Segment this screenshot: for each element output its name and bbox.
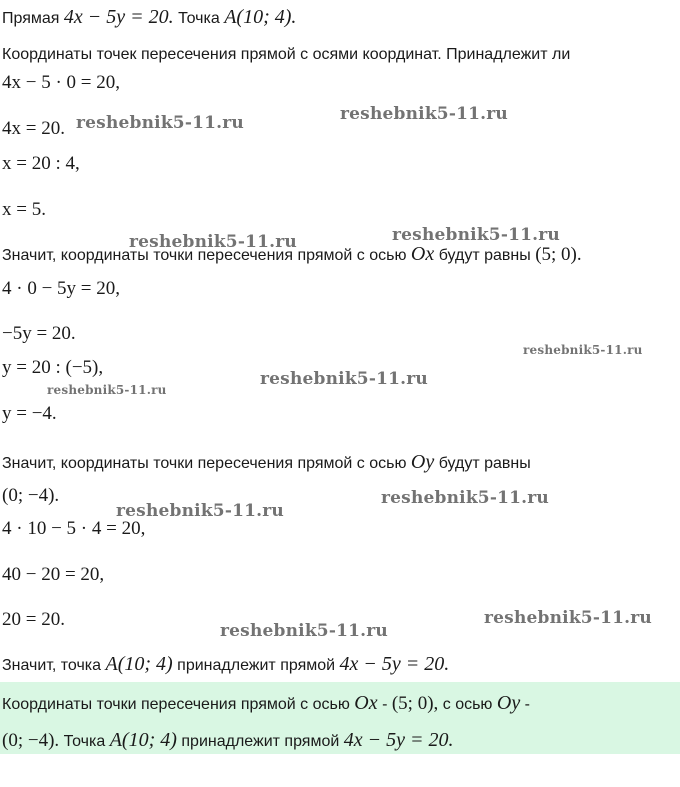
answer-line-2: [2, 728, 454, 753]
watermark: reshebnik5-11.ru: [381, 488, 549, 508]
watermark: reshebnik5-11.ru: [260, 369, 428, 389]
check-step-3: 20 = 20.: [2, 609, 65, 630]
answer-oy-coords: (0; −4).: [2, 730, 60, 751]
step-y-2: −5y = 20.: [2, 323, 76, 344]
ox-axis: Ox: [410, 243, 435, 265]
answer-sep-2: -: [524, 696, 530, 713]
watermark: reshebnik5-11.ru: [76, 113, 244, 133]
intro-line: [2, 5, 296, 29]
intro-label: Прямая: [2, 10, 60, 27]
step-x-2: 4x = 20.: [2, 118, 65, 139]
step-x-4: x = 5.: [2, 199, 46, 220]
check-step-1: 4 · 10 − 5 · 4 = 20,: [2, 518, 146, 539]
watermark: reshebnik5-11.ru: [116, 501, 284, 521]
oy-axis: Oy: [410, 451, 435, 473]
ox-coords: (5; 0).: [535, 244, 582, 265]
ox-conclusion-text: Значит, координаты точки пересечения прямой с осью: [2, 247, 407, 264]
oy-conclusion-text: Значит, координаты точки пересечения прямой с осью: [2, 455, 407, 472]
step-y-1: 4 · 0 − 5y = 20,: [2, 278, 121, 299]
step-x-3: x = 20 : 4,: [2, 153, 80, 174]
step-y-4: y = −4.: [2, 403, 57, 424]
answer-text-3: Точка: [63, 733, 106, 750]
check-equation: 4x − 5y = 20.: [339, 653, 450, 675]
question-text: Координаты точек пересечения прямой с осями координат. Принадлежит ли: [2, 46, 571, 63]
watermark: reshebnik5-11.ru: [129, 232, 297, 252]
step-x-1: 4x − 5 · 0 = 20,: [2, 72, 121, 93]
check-conclusion-text: Значит, точка: [2, 657, 102, 674]
answer-ox: Ox: [354, 692, 378, 714]
answer-point: A(10; 4): [109, 729, 177, 751]
oy-coords: (0; −4).: [2, 485, 60, 506]
watermark: reshebnik5-11.ru: [484, 608, 652, 628]
point-label: Точка: [178, 10, 220, 27]
answer-line-1: [2, 691, 530, 716]
answer-text-4: принадлежит прямой: [181, 733, 340, 750]
oy-conclusion-text-2: будут равны: [438, 455, 531, 472]
check-conclusion: [2, 652, 449, 676]
answer-sep: -: [382, 696, 388, 713]
watermark: reshebnik5-11.ru: [523, 343, 643, 357]
step-y-3: y = 20 : (−5),: [2, 357, 104, 378]
watermark: reshebnik5-11.ru: [340, 104, 508, 124]
answer-equation: 4x − 5y = 20.: [343, 729, 454, 751]
answer-oy: Oy: [496, 692, 521, 714]
answer-text-2: с осью: [442, 696, 493, 713]
watermark: reshebnik5-11.ru: [392, 225, 560, 245]
check-step-2: 40 − 20 = 20,: [2, 564, 105, 585]
ox-conclusion-text-2: будут равны: [438, 247, 531, 264]
point-a: A(10; 4).: [224, 6, 297, 28]
answer-ox-coords: (5; 0),: [391, 693, 439, 714]
watermark: reshebnik5-11.ru: [47, 383, 167, 397]
line-equation: 4x − 5y = 20.: [63, 6, 174, 28]
oy-conclusion: [2, 450, 531, 474]
check-point: A(10; 4): [105, 653, 173, 675]
check-conclusion-text-2: принадлежит прямой: [177, 657, 336, 674]
watermark: reshebnik5-11.ru: [220, 621, 388, 641]
answer-text: Координаты точки пересечения прямой с осью: [2, 696, 350, 713]
